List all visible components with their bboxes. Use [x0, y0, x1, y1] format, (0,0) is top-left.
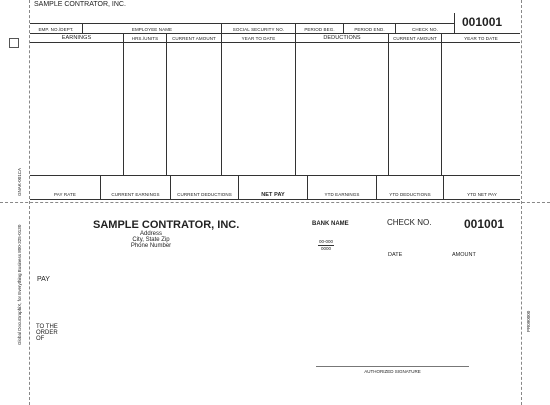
col-deduction-current: CURRENT AMOUNT — [393, 35, 437, 41]
header-employee-name: EMPLOYEE NAME — [131, 26, 173, 32]
check-pay-label: PAY — [37, 276, 50, 283]
margin-right-code: PR090000 — [526, 310, 531, 332]
margin-checkbox[interactable] — [9, 38, 19, 48]
check-order: ORDER — [36, 330, 58, 336]
footer-current-deductions: CURRENT DEDUCTIONS — [177, 192, 232, 197]
margin-form-code: GNAK-001CA — [17, 167, 22, 196]
col-earnings: EARNINGS — [61, 35, 92, 41]
col-deductions: DEDUCTIONS — [323, 35, 361, 41]
header-ssn: SOCIAL SECURITY NO. — [232, 26, 285, 32]
check-company-name: SAMPLE CONTRATOR, INC. — [93, 219, 240, 231]
check-number: 001001 — [464, 217, 505, 231]
check-to-the: TO THE — [36, 324, 58, 330]
check-no-label: CHECK NO. — [387, 218, 432, 227]
footer-net-pay: NET PAY — [261, 191, 285, 198]
header-emp-no: EMP. NO./DEPT. — [38, 26, 74, 32]
signature-line — [316, 366, 469, 367]
footer-pay-rate: PAY RATE — [54, 192, 76, 197]
check-phone: Phone Number — [130, 243, 172, 249]
footer-ytd-deductions: YTD DEDUCTIONS — [389, 192, 431, 197]
stub-company-name: SAMPLE CONTRATOR, INC. — [34, 1, 126, 8]
col-hrs-units: HRS./UNITS — [131, 35, 159, 41]
footer-ytd-earnings: YTD EARNINGS — [324, 192, 360, 197]
check-city-state-zip: City, State Zip — [132, 237, 170, 243]
header-period-end: PERIOD END. — [354, 26, 385, 32]
margin-vertical-text: Global DocuGraphiX, for Everything Business 800-325-0130 — [17, 224, 22, 345]
check-routing-top: 00-000 — [319, 239, 334, 244]
col-deduction-ytd: YEAR TO DATE — [464, 35, 498, 41]
footer-ytd-net-pay: YTD NET PAY — [467, 192, 497, 197]
check-date-label: DATE — [388, 252, 403, 258]
check-amount-label: AMOUNT — [452, 252, 476, 258]
check-of: OF — [36, 336, 45, 342]
header-period-beg: PERIOD BEG. — [304, 26, 335, 32]
check-bank-name: BANK NAME — [312, 221, 349, 227]
check-routing-bottom: 0000 — [321, 246, 332, 251]
footer-current-earnings: CURRENT EARNINGS — [111, 192, 160, 197]
col-current-amount: CURRENT AMOUNT — [172, 35, 216, 41]
check-signature-label: AUTHORIZED SIGNATURE — [364, 369, 421, 374]
header-check-no: CHECK NO. — [412, 26, 438, 32]
col-year-to-date: YEAR TO DATE — [241, 35, 276, 41]
stub-check-number: 001001 — [462, 15, 503, 29]
check-address: Address — [139, 231, 162, 237]
stub-perforation — [0, 202, 550, 203]
